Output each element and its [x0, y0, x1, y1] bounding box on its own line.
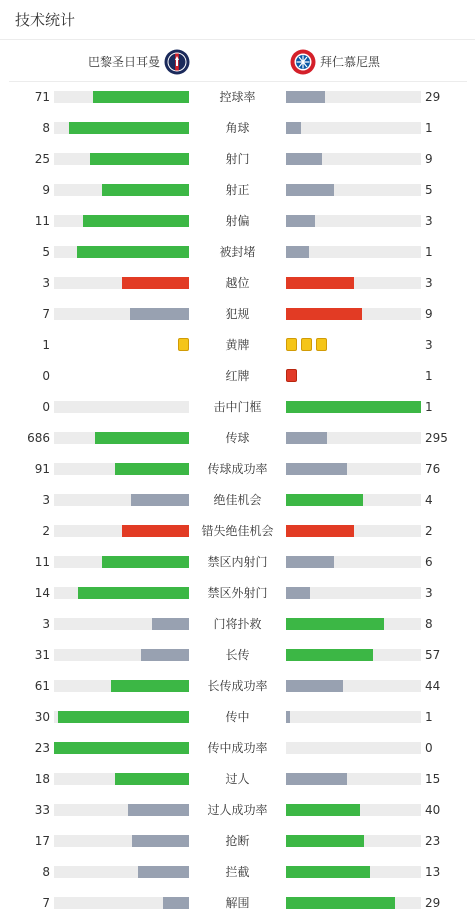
home-bar-track — [54, 184, 189, 196]
away-bar-fill — [286, 711, 290, 723]
home-value: 33 — [34, 803, 50, 817]
away-bar-fill — [286, 401, 421, 413]
stat-label: 击中门框 — [213, 400, 262, 414]
yellow-card-icon — [178, 338, 189, 351]
stat-row — [0, 174, 475, 205]
away-bar-fill — [286, 308, 362, 320]
away-bar-track — [286, 215, 421, 227]
away-value: 76 — [425, 462, 441, 476]
red-card-icon — [286, 369, 297, 382]
home-value: 23 — [34, 741, 50, 755]
stat-label: 禁区内射门 — [207, 555, 268, 569]
psg-logo-icon — [164, 49, 190, 75]
away-value: 2 — [425, 524, 433, 538]
bayern-logo-icon — [290, 49, 316, 75]
away-value: 295 — [425, 431, 448, 445]
home-bar-fill — [128, 804, 189, 816]
home-bar-fill — [122, 277, 190, 289]
home-bar-track — [54, 587, 189, 599]
home-value: 25 — [34, 152, 50, 166]
home-bar-track — [54, 153, 189, 165]
home-bar-track — [54, 463, 189, 475]
stats-list — [0, 81, 475, 918]
away-bar-fill — [286, 525, 354, 537]
home-bar-fill — [115, 773, 189, 785]
away-bar-fill — [286, 432, 327, 444]
home-bar-fill — [122, 525, 190, 537]
stat-row — [0, 422, 475, 453]
stat-label: 门将扑救 — [213, 617, 262, 631]
home-bar-fill — [78, 587, 189, 599]
away-bar-fill — [286, 649, 373, 661]
stat-label: 解围 — [225, 896, 250, 910]
away-value: 8 — [425, 617, 433, 631]
home-bar-track — [54, 649, 189, 661]
away-value: 3 — [425, 214, 433, 228]
stat-row — [0, 329, 475, 360]
stat-label: 射偏 — [225, 214, 250, 228]
home-value: 7 — [42, 307, 50, 321]
away-bar-track — [286, 277, 421, 289]
stat-label: 红牌 — [225, 369, 250, 383]
home-bar-track — [54, 494, 189, 506]
away-bar-fill — [286, 897, 395, 909]
away-value: 1 — [425, 245, 433, 259]
home-value: 30 — [34, 710, 50, 724]
home-team[interactable] — [88, 49, 190, 75]
away-cards — [286, 338, 327, 351]
away-value: 6 — [425, 555, 433, 569]
home-bar-track — [54, 525, 189, 537]
stat-row — [0, 112, 475, 143]
away-bar-track — [286, 122, 421, 134]
stat-label: 犯规 — [225, 307, 250, 321]
home-bar-track — [54, 618, 189, 630]
home-bar-track — [54, 91, 189, 103]
home-bar-track — [54, 773, 189, 785]
home-value: 31 — [34, 648, 50, 662]
home-value: 3 — [42, 617, 50, 631]
stat-label: 角球 — [225, 121, 250, 135]
home-bar-fill — [69, 122, 189, 134]
away-bar-fill — [286, 184, 334, 196]
stat-label: 黄牌 — [225, 338, 250, 352]
home-value: 11 — [34, 555, 50, 569]
yellow-card-icon — [286, 338, 297, 351]
away-bar-fill — [286, 153, 322, 165]
away-bar-track — [286, 680, 421, 692]
stat-row — [0, 298, 475, 329]
away-bar-track — [286, 773, 421, 785]
home-bar-track — [54, 308, 189, 320]
home-bar-fill — [152, 618, 189, 630]
stat-label: 射正 — [225, 183, 250, 197]
page-title: 技术统计 — [15, 11, 76, 29]
home-bar-track — [54, 742, 189, 754]
away-value: 0 — [425, 741, 433, 755]
away-value: 1 — [425, 121, 433, 135]
stat-row — [0, 639, 475, 670]
home-value: 17 — [34, 834, 50, 848]
away-bar-fill — [286, 215, 315, 227]
away-value: 9 — [425, 307, 433, 321]
home-value: 8 — [42, 121, 50, 135]
home-bar-track — [54, 556, 189, 568]
stat-label: 拦截 — [225, 865, 250, 879]
stat-row — [0, 732, 475, 763]
away-bar-track — [286, 897, 421, 909]
home-value: 3 — [42, 276, 50, 290]
away-bar-track — [286, 711, 421, 723]
home-bar-fill — [141, 649, 189, 661]
away-bar-track — [286, 184, 421, 196]
away-team-name: 拜仁慕尼黑 — [320, 55, 381, 69]
away-bar-track — [286, 246, 421, 258]
yellow-card-icon — [301, 338, 312, 351]
away-bar-track — [286, 91, 421, 103]
away-value: 1 — [425, 710, 433, 724]
home-bar-track — [54, 432, 189, 444]
away-bar-fill — [286, 804, 360, 816]
home-value: 9 — [42, 183, 50, 197]
away-team[interactable] — [290, 49, 380, 75]
stat-label: 被封堵 — [219, 245, 256, 259]
stat-label: 禁区外射门 — [207, 586, 268, 600]
away-bar-track — [286, 804, 421, 816]
stat-row — [0, 577, 475, 608]
home-bar-fill — [131, 494, 189, 506]
stat-row — [0, 360, 475, 391]
home-bar-fill — [93, 91, 189, 103]
stat-label: 射门 — [225, 152, 250, 166]
home-value: 5 — [42, 245, 50, 259]
teams-bar — [9, 41, 467, 82]
home-bar-track — [54, 246, 189, 258]
home-value: 2 — [42, 524, 50, 538]
away-value: 15 — [425, 772, 441, 786]
away-value: 9 — [425, 152, 433, 166]
home-value: 18 — [34, 772, 50, 786]
home-bar-fill — [95, 432, 189, 444]
stat-label: 传球 — [225, 431, 250, 445]
yellow-card-icon — [316, 338, 327, 351]
home-value: 61 — [34, 679, 50, 693]
away-bar-track — [286, 835, 421, 847]
away-value: 29 — [425, 896, 441, 910]
home-value: 0 — [42, 369, 50, 383]
away-bar-fill — [286, 680, 343, 692]
away-bar-fill — [286, 618, 384, 630]
stat-label: 错失绝佳机会 — [201, 524, 274, 538]
home-bar-fill — [83, 215, 189, 227]
away-bar-track — [286, 494, 421, 506]
home-bar-fill — [77, 246, 190, 258]
stat-row — [0, 205, 475, 236]
away-bar-track — [286, 866, 421, 878]
home-value: 14 — [34, 586, 50, 600]
home-value: 1 — [42, 338, 50, 352]
home-bar-fill — [132, 835, 189, 847]
home-value: 91 — [34, 462, 50, 476]
away-bar-fill — [286, 587, 310, 599]
home-bar-track — [54, 897, 189, 909]
away-value: 1 — [425, 400, 433, 414]
away-bar-fill — [286, 866, 370, 878]
stat-row — [0, 453, 475, 484]
away-bar-fill — [286, 773, 347, 785]
away-bar-fill — [286, 246, 309, 258]
stat-label: 长传 — [225, 648, 250, 662]
home-bar-track — [54, 711, 189, 723]
away-value: 1 — [425, 369, 433, 383]
stat-row — [0, 515, 475, 546]
home-value: 11 — [34, 214, 50, 228]
away-bar-fill — [286, 556, 334, 568]
home-bar-track — [54, 215, 189, 227]
stat-label: 传中成功率 — [207, 741, 268, 755]
home-bar-track — [54, 122, 189, 134]
stat-row — [0, 484, 475, 515]
home-value: 8 — [42, 865, 50, 879]
stat-row — [0, 887, 475, 918]
stat-row — [0, 267, 475, 298]
home-bar-track — [54, 401, 189, 413]
home-bar-fill — [111, 680, 189, 692]
away-value: 23 — [425, 834, 441, 848]
away-bar-track — [286, 556, 421, 568]
away-bar-fill — [286, 122, 301, 134]
home-team-name: 巴黎圣日耳曼 — [87, 55, 160, 69]
stats-header — [0, 0, 475, 40]
away-bar-track — [286, 432, 421, 444]
stat-row — [0, 701, 475, 732]
away-bar-track — [286, 308, 421, 320]
home-bar-fill — [163, 897, 189, 909]
stat-row — [0, 391, 475, 422]
stat-label: 传中 — [225, 710, 250, 724]
away-bar-track — [286, 463, 421, 475]
home-bar-fill — [58, 711, 189, 723]
stat-row — [0, 794, 475, 825]
home-bar-fill — [54, 742, 189, 754]
stat-label: 绝佳机会 — [213, 493, 262, 507]
stat-row — [0, 143, 475, 174]
stat-label: 抢断 — [225, 834, 250, 848]
away-bar-fill — [286, 463, 347, 475]
away-value: 29 — [425, 90, 441, 104]
home-bar-track — [54, 835, 189, 847]
away-bar-fill — [286, 91, 325, 103]
stat-row — [0, 546, 475, 577]
away-value: 3 — [425, 276, 433, 290]
away-value: 3 — [425, 338, 433, 352]
stat-label: 越位 — [225, 276, 250, 290]
stat-label: 过人 — [225, 772, 250, 786]
away-bar-track — [286, 618, 421, 630]
home-bar-fill — [102, 556, 189, 568]
home-bar-fill — [138, 866, 189, 878]
stat-label: 控球率 — [219, 90, 256, 104]
stat-row — [0, 608, 475, 639]
home-bar-track — [54, 277, 189, 289]
stat-row — [0, 670, 475, 701]
away-value: 40 — [425, 803, 441, 817]
home-bar-track — [54, 680, 189, 692]
stat-row — [0, 825, 475, 856]
away-value: 44 — [425, 679, 441, 693]
home-bar-fill — [130, 308, 189, 320]
home-value: 686 — [27, 431, 50, 445]
away-bar-track — [286, 153, 421, 165]
home-bar-track — [54, 804, 189, 816]
away-bar-fill — [286, 835, 364, 847]
away-bar-track — [286, 401, 421, 413]
away-bar-track — [286, 649, 421, 661]
home-cards — [178, 338, 189, 351]
stat-row — [0, 856, 475, 887]
stat-label: 传球成功率 — [207, 462, 268, 476]
home-bar-track — [54, 866, 189, 878]
home-value: 71 — [34, 90, 50, 104]
home-bar-fill — [90, 153, 189, 165]
away-value: 3 — [425, 586, 433, 600]
stat-label: 长传成功率 — [207, 679, 268, 693]
away-bar-fill — [286, 277, 354, 289]
home-value: 7 — [42, 896, 50, 910]
away-value: 57 — [425, 648, 441, 662]
away-bar-track — [286, 525, 421, 537]
stat-row — [0, 81, 475, 112]
home-value: 0 — [42, 400, 50, 414]
stat-label: 过人成功率 — [207, 803, 268, 817]
away-bar-fill — [286, 494, 363, 506]
away-bar-track — [286, 742, 421, 754]
away-value: 4 — [425, 493, 433, 507]
stat-row — [0, 763, 475, 794]
away-value: 13 — [425, 865, 441, 879]
away-bar-track — [286, 587, 421, 599]
stat-row — [0, 236, 475, 267]
home-bar-fill — [102, 184, 189, 196]
away-cards — [286, 369, 297, 382]
away-value: 5 — [425, 183, 433, 197]
home-value: 3 — [42, 493, 50, 507]
home-bar-fill — [115, 463, 189, 475]
